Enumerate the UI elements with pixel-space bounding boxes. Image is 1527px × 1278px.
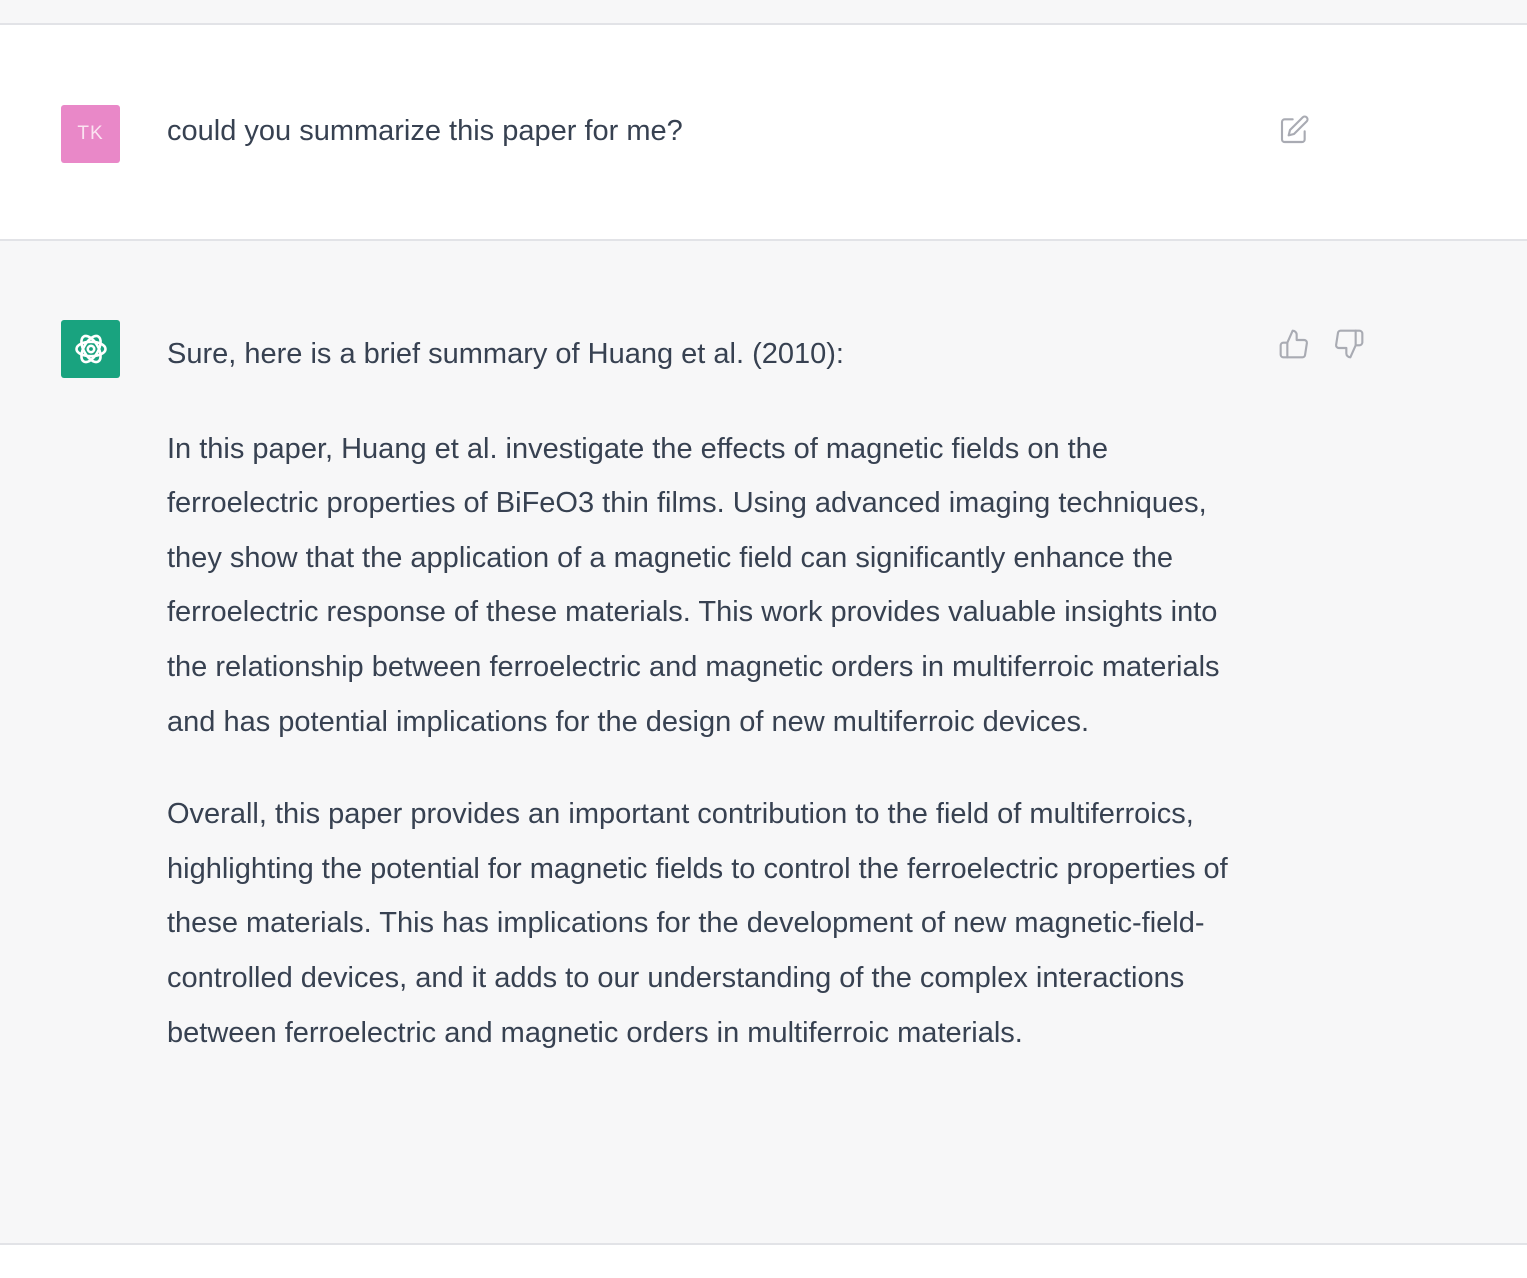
thumbs-down-button[interactable] [1332, 327, 1366, 361]
edit-message-button[interactable] [1277, 113, 1311, 147]
assistant-paragraph: Overall, this paper provides an important contribution to the field of multiferroics, highlighting the potential for magnetic fields to control the ferroelectric properties of these materials. This has implications for the development of new magnetic-field-controlled devices, and it adds to our understanding of the complex interactions between ferroelectric and magnetic orders in multiferroic materials. [167, 798, 1228, 1049]
user-message-row [0, 25, 1527, 241]
user-avatar [61, 105, 120, 163]
edit-icon [1278, 114, 1310, 146]
thumbs-up-icon [1278, 328, 1310, 360]
top-divider-strip [0, 0, 1527, 25]
user-avatar-initials: TK [77, 123, 104, 144]
assistant-message-body [167, 327, 1257, 1098]
assistant-avatar [61, 320, 120, 378]
thumbs-down-icon [1333, 328, 1365, 360]
openai-logo-icon [70, 328, 112, 370]
assistant-paragraph: Sure, here is a brief summary of Huang et al. (2010): [167, 338, 844, 370]
user-message-text: could you summarize this paper for me? [167, 115, 683, 147]
assistant-paragraph: In this paper, Huang et al. investigate the effects of magnetic fields on the ferroelectric properties of BiFeO3 thin films. Using advanced imaging techniques, they show that the application of a magnetic field can significantly enhance the ferroelectric response of these materials. This work provides valuable insights into the relationship between ferroelectric and magnetic orders in multiferroic materials and has potential implications for the design of new multiferroic devices. [167, 432, 1220, 738]
bottom-area [0, 1245, 1527, 1278]
assistant-message-row [0, 241, 1527, 1245]
thumbs-up-button[interactable] [1277, 327, 1311, 361]
